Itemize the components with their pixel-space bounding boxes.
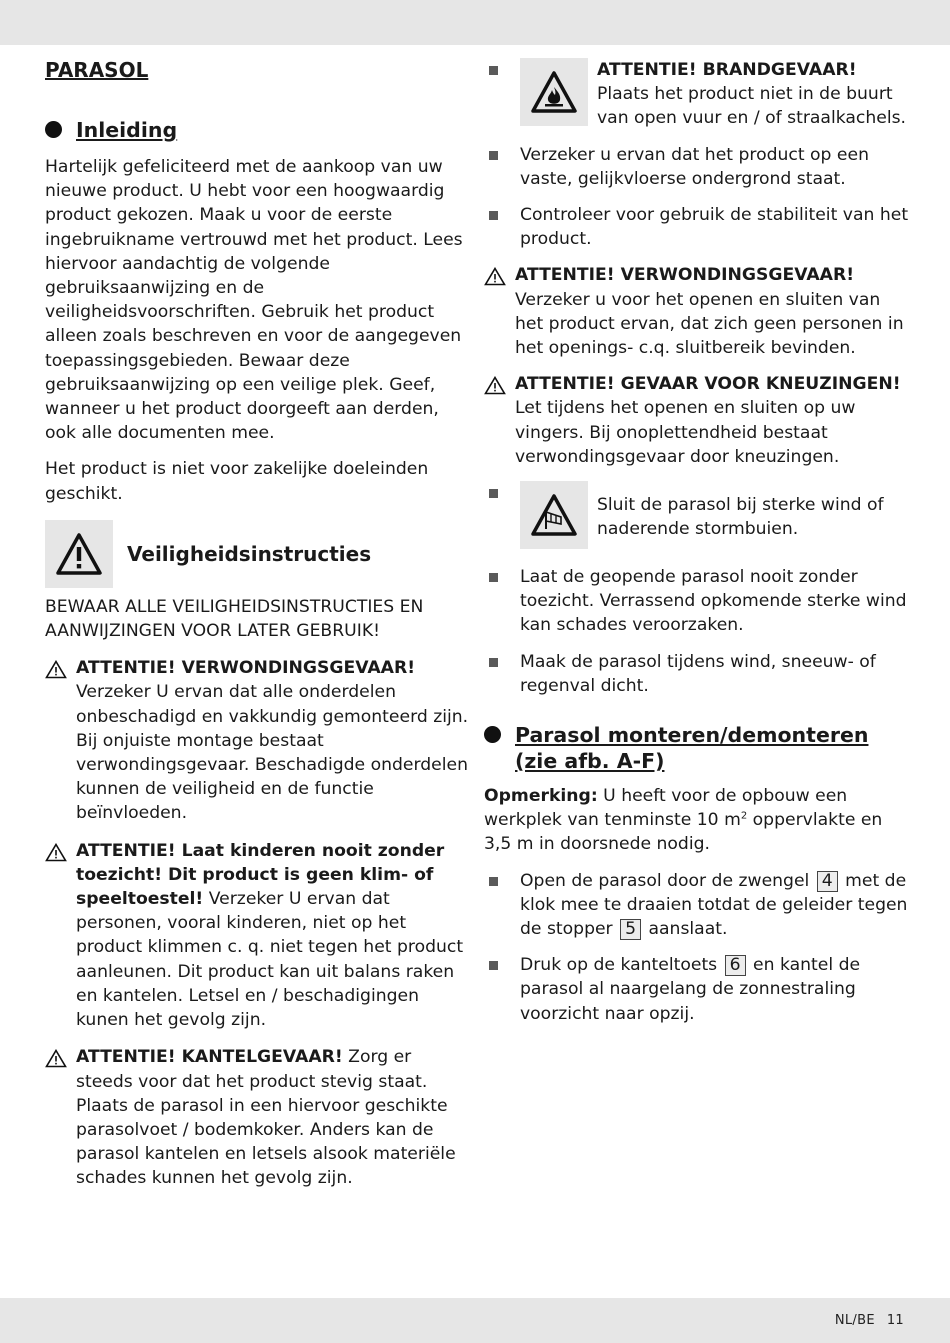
fire-hazard-icon bbox=[520, 58, 588, 126]
page-title: PARASOL bbox=[45, 58, 149, 82]
safety-keep-notice: BEWAAR ALLE VEILIGHEIDSINSTRUCTIES EN AANWIJZINGEN VOOR LATER GEBRUIK! bbox=[45, 596, 424, 642]
warning-title: ATTENTIE! BRANDGEVAAR! bbox=[597, 60, 857, 80]
warning-injury-open-close bbox=[484, 263, 909, 360]
assembly-heading-text: Parasol monteren/demonteren (zie afb. A-F) bbox=[515, 723, 869, 774]
bullet-item: Controleer voor gebruik de stabiliteit van het product. bbox=[484, 203, 909, 251]
warning-title: ATTENTIE! GEVAAR VOOR KNEUZINGEN! bbox=[515, 374, 901, 395]
part-number: 5 bbox=[620, 919, 641, 940]
warning-text: Verzeker U ervan dat alle onderdelen onbeschadigd en vakkundig gemonteerd zijn. Bij onjuiste montage bestaat verwondingsgevaar. Beschadigde onderdelen kunnen de veiligheid en de functie beïnvloeden. bbox=[76, 682, 469, 824]
intro-paragraph: Hartelijk gefeliciteerd met de aankoop van uw nieuwe product. U hebt voor een hoogwaardig product gekozen. Maak u voor de eerste ingebruikname vertrouwd met het product. Lees hiervoor aandachtig de volgende gebruiksaanwijzing en de veiligheidsvoorschriften. Gebruik het product alleen zoals beschreven en voor de aangegeven toepassingsgebieden. Bewaar deze gebruiksaanwijzing op een veilige plek. Geef, wanneer u het product doorgeeft aan derden, ook alle documenten mee. bbox=[45, 157, 463, 444]
safety-heading-text: Veiligheidsinstructies bbox=[127, 541, 372, 566]
warning-icon bbox=[45, 520, 113, 588]
warning-title: ATTENTIE! VERWONDINGSGEVAAR! bbox=[76, 658, 416, 679]
warning-title: ATTENTIE! Laat kinderen nooit zonder toezicht! Dit product is geen klim- of speeltoestel! bbox=[76, 840, 445, 910]
bullet-item: Maak de parasol tijdens wind, sneeuw- of regenval dicht. bbox=[484, 650, 909, 698]
warning-pinching bbox=[484, 372, 909, 469]
warning-text: Verzeker U ervan dat personen, vooral kinderen, niet op het product klimmen c. q. niet tegen het product aanleunen. Dit product kan uit balans raken en kantelen. Letsel en / beschadigingen kunen het gevolg zijn. bbox=[76, 889, 464, 1031]
intro-commercial-note: Het product is niet voor zakelijke doeleinden geschikt. bbox=[45, 459, 429, 504]
safety-heading bbox=[45, 519, 470, 589]
assembly-note: Opmerking: U heeft voor de opbouw een werkplek van tenminste 10 $m^2$ oppervlakte en 3,5 m in doorsnede nodig. bbox=[484, 786, 883, 855]
right-column bbox=[484, 55, 909, 1026]
warning-text: Let tijdens het openen en sluiten op uw vingers. Bij onoplettendheid bestaat verwondingsgevaar door kneuzingen. bbox=[515, 398, 856, 467]
bullet-item: Verzeker u ervan dat het product op een vaste, gelijkvloerse ondergrond staat. bbox=[484, 143, 909, 191]
bullet-square-icon bbox=[489, 151, 498, 160]
warning-text: Zorg er steeds voor dat het product stevig staat. Plaats de parasol in een hiervoor geschikte parasolvoet / bodemkoker. Anders kan de parasol kantelen en letsels alsook materiële schades kunnen het gevolg zijn. bbox=[76, 1047, 456, 1189]
left-column bbox=[45, 55, 470, 1191]
bullet-dot-icon bbox=[45, 121, 62, 138]
footer-language: NL/BE bbox=[834, 1313, 875, 1328]
warning-text: Plaats het product niet in de buurt van open vuur en / of straalkachels. bbox=[597, 84, 907, 129]
bullet-dot-icon bbox=[484, 726, 501, 743]
warning-triangle-icon bbox=[45, 843, 67, 862]
warning-triangle-icon bbox=[484, 267, 506, 286]
page-number: 11 bbox=[886, 1313, 904, 1328]
bullet-square-icon bbox=[489, 877, 498, 886]
fire-warning bbox=[484, 58, 909, 131]
warning-children bbox=[45, 839, 470, 1033]
bullet-square-icon bbox=[489, 66, 498, 75]
warning-injury bbox=[45, 656, 470, 825]
warning-title: ATTENTIE! VERWONDINGSGEVAAR! bbox=[515, 265, 855, 286]
wind-warning bbox=[484, 481, 909, 549]
intro-heading bbox=[45, 117, 470, 143]
top-band bbox=[0, 0, 950, 45]
bullet-item: Laat de geopende parasol nooit zonder toezicht. Verrassend opkomende sterke wind kan schades veroorzaken. bbox=[484, 565, 909, 638]
part-number: 6 bbox=[725, 955, 746, 976]
warning-text: Verzeker u voor het openen en sluiten van het product ervan, dat zich geen personen in het openings- c.q. sluitbereik bevinden. bbox=[515, 289, 904, 359]
warning-triangle-icon bbox=[45, 660, 67, 679]
assembly-step: Open de parasol door de zwengel 4 met de klok mee te draaien totdat de geleider tegen de stopper 5 aanslaat. bbox=[484, 869, 909, 942]
bullet-square-icon bbox=[489, 489, 498, 498]
intro-heading-text: Inleiding bbox=[76, 118, 178, 142]
assembly-heading bbox=[484, 722, 909, 774]
bullet-square-icon bbox=[489, 573, 498, 582]
warning-triangle-icon bbox=[45, 1049, 67, 1068]
bottom-band bbox=[0, 1298, 950, 1343]
wind-hazard-icon bbox=[520, 481, 588, 549]
page-footer bbox=[835, 1313, 904, 1328]
assembly-step: Druk op de kanteltoets 6 en kantel de parasol al naargelang de zonnestraling voorzicht naar opzij. bbox=[484, 953, 909, 1026]
warning-text: Sluit de parasol bij sterke wind of naderende stormbuien. bbox=[597, 495, 884, 540]
bullet-square-icon bbox=[489, 658, 498, 667]
warning-triangle-icon bbox=[484, 376, 506, 395]
bullet-square-icon bbox=[489, 961, 498, 970]
warning-title: ATTENTIE! KANTELGEVAAR! bbox=[76, 1047, 343, 1068]
warning-tipping bbox=[45, 1045, 470, 1190]
bullet-square-icon bbox=[489, 211, 498, 220]
part-number: 4 bbox=[817, 871, 838, 892]
